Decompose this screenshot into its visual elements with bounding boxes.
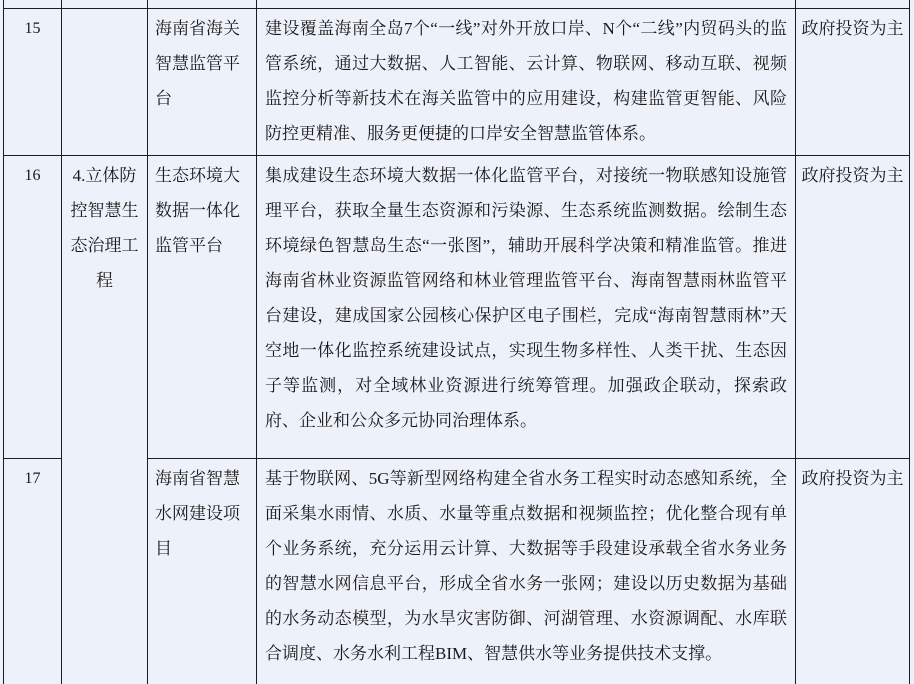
project-name: 生态环境大数据一体化监管平台 bbox=[148, 156, 257, 459]
project-description: 建设覆盖海南全岛7个“一线”对外开放口岸、N个“二线”内贸码头的监管系统，通过大数据、人工智能、云计算、物联网、移动互联、视频监控分析等新技术在海关监管中的应用建设，构建监管更智能、风险防控更精准、服务更便捷的口岸安全智慧监管体系。 bbox=[257, 9, 796, 156]
table-row bbox=[4, 9, 910, 156]
empty-cell bbox=[62, 0, 148, 9]
investment-type: 政府投资为主 bbox=[796, 156, 910, 459]
investment-type: 政府投资为主 bbox=[796, 459, 910, 684]
projects-table bbox=[3, 0, 910, 684]
project-name: 海南省智慧水网建设项目 bbox=[148, 459, 257, 684]
project-name: 海南省海关智慧监管平台 bbox=[148, 9, 257, 156]
empty-cell bbox=[257, 0, 796, 9]
category-cell bbox=[62, 9, 148, 156]
investment-type: 政府投资为主 bbox=[796, 9, 910, 156]
row-number: 17 bbox=[4, 459, 62, 684]
empty-cell bbox=[796, 0, 910, 9]
project-description: 集成建设生态环境大数据一体化监管平台，对接统一物联感知设施管理平台，获取全量生态资源和污染源、生态系统监测数据。绘制生态环境绿色智慧岛生态“一张图”，辅助开展科学决策和精准监管。推进海南省林业资源监管网络和林业管理监管平台、海南智慧雨林监管平台建设，建成国家公园核心保护区电子围栏，完成“海南智慧雨林”天空地一体化监控系统建设试点，实现生物多样性、人类干扰、生态因子等监测，对全域林业资源进行统筹管理。加强政企联动，探索政府、企业和公众多元协同治理体系。 bbox=[257, 156, 796, 459]
project-description: 基于物联网、5G等新型网络构建全省水务工程实时动态感知系统，全面采集水雨情、水质、水量等重点数据和视频监控；优化整合现有单个业务系统，充分运用云计算、大数据等手段建设承载全省水务业务的智慧水网信息平台，形成全省水务一张网；建设以历史数据为基础的水务动态模型，为水旱灾害防御、河湖管理、水资源调配、水库联合调度、水务水利工程BIM、智慧供水等业务提供技术支撑。 bbox=[257, 459, 796, 684]
table-row bbox=[4, 156, 910, 459]
row-number: 15 bbox=[4, 9, 62, 156]
category-cell: 4.立体防控智慧生态治理工程 bbox=[62, 156, 148, 684]
table-row-clipped-top bbox=[4, 0, 910, 9]
row-number: 16 bbox=[4, 156, 62, 459]
empty-cell bbox=[4, 0, 62, 9]
empty-cell bbox=[148, 0, 257, 9]
